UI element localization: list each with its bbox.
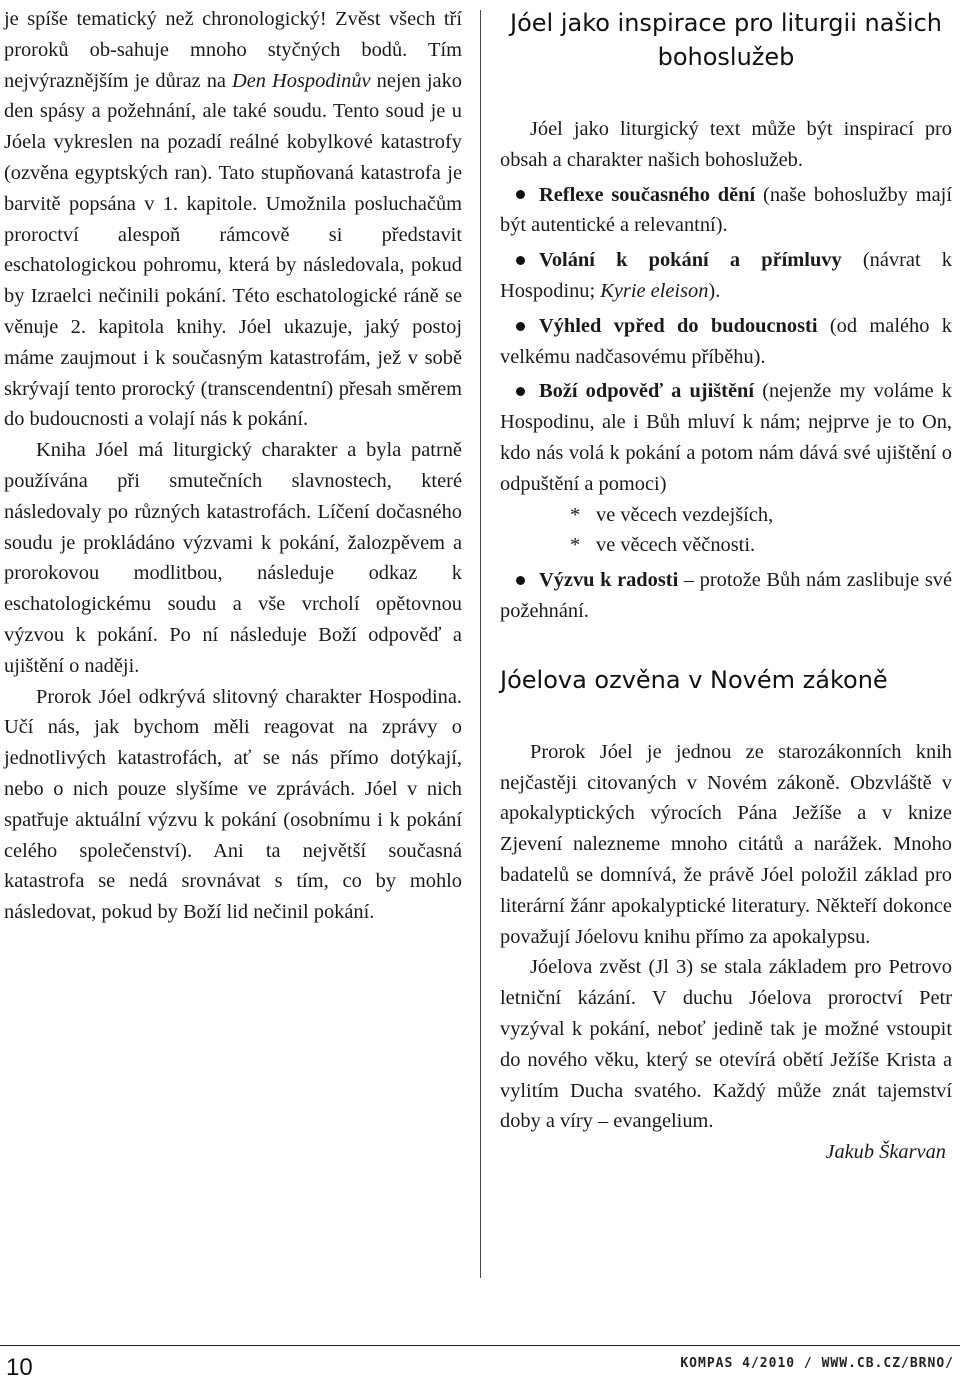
page-number: 10 xyxy=(6,1354,33,1381)
sub-item-text: ve věcech věčnosti. xyxy=(596,534,756,557)
star-icon: * xyxy=(570,534,581,557)
star-icon: * xyxy=(570,503,581,526)
bullet-bold: Výhled vpřed do budoucnosti xyxy=(539,314,818,337)
bullet-item xyxy=(500,376,952,499)
bullet-text: (od malého k velkému nadčasovému příběhu). xyxy=(500,314,952,368)
left-column xyxy=(4,4,462,928)
sub-item-text: ve věcech vezdejších, xyxy=(596,503,774,526)
bullet-item xyxy=(500,245,952,307)
bullet-text: (nejenže my voláme k Hospodinu, ale i Bůh mluví k nám; nejprve je to On, kdo nás volá k pokání a potom nám dává své ujištění o odpuštění a pomoci) xyxy=(500,380,952,495)
bullet-icon xyxy=(516,576,525,585)
bullet-item xyxy=(500,311,952,373)
right-column xyxy=(500,4,952,1168)
bullet-bold: Volání k pokání a přímluvy xyxy=(539,249,842,272)
nz-paragraph-1: Prorok Jóel je jednou ze starozákonních knih nejčastěji citovaných v Novém zákoně. Obzvláště v apokalyptických výrocích Pána Ježíše a v knize Zjevení nalezneme mnoho citátů a narážek. Mnoho badatelů se domnívá, že právě Jóel položil základ pro literární žánr apokalyptické literatury. Někteří dokonce považují Jóelovu knihu přímo za apokalypsu. xyxy=(500,740,952,948)
paragraph-1-italic: Den Hospodinův xyxy=(232,69,371,92)
bullet-text: (návrat k Hospodinu; xyxy=(500,249,952,302)
bullet-icon xyxy=(516,190,525,199)
bullet-text: (naše bohoslužby mají být autentické a relevantní). xyxy=(500,183,952,237)
paragraph-1-rest: nejen jako den spásy a požehnání, ale také soudu. Tento soud je u Jóela vykreslen na pozadí reálné kobylkové katastrofy (ozvěna egyptských ran). Tato stupňovaná katastrofa je barvitě popsána v 1. kapitole. Umožnila posluchačům proroctví alespoň rámcově si představit eschatologickou pohromu, která by následovala, pokud by Izraelci nečinili pokání. Této eschatologické ráně se věnuje 2. kapitola knihy. Jóel ukazuje, jaký postoj máme zaujmout i k současným katastrofám, jež v sobě skrývají tento prorocký (transcendentní) přesah směrem do budoucnosti a volají nás k pokání. xyxy=(4,69,462,431)
paragraph-1-start: je spíše tematický než chronologický! Zvěst všech tří proroků ob-sahuje mnoho styčných bodů. Tím nejvýraznějším je důraz na xyxy=(4,8,462,92)
bullet-tail: ). xyxy=(708,279,721,302)
bullet-icon xyxy=(516,256,525,265)
section-heading-nz: Jóelova ozvěna v Novém zákoně xyxy=(500,665,888,694)
publication-footer: KOMPAS 4/2010 / WWW.CB.CZ/BRNO/ xyxy=(680,1356,954,1371)
bullet-text: – protože Bůh nám zaslibuje své požehnání. xyxy=(500,569,952,622)
column-divider xyxy=(480,10,481,1278)
paragraph-1 xyxy=(4,4,462,435)
paragraph-2: Kniha Jóel má liturgický charakter a byla patrně používána při smutečních slavnostech, které následovaly po různých katastrofách. Líčení dočasného soudu je prokládáno výzvami k pokání, žalozpěvem a prorokovou modlitbou, následuje odkaz k eschatologickému soudu a vše vrcholí opětovnou výzvou k pokání. Po ní následuje Boží odpověď a ujištění o naději. xyxy=(4,439,462,677)
bullet-italic: Kyrie eleison xyxy=(600,279,709,302)
author-signature: Jakub Škarvan xyxy=(825,1141,946,1164)
paragraph-3: Prorok Jóel odkrývá slitovný charakter Hospodina. Učí nás, jak bychom měli reagovat na zprávy o jednotlivých katastrofách, ať se nás přímo dotýkají, nebo o nich pouze slyšíme ve zprávách. Jóel v nich spatřuje aktuální výzvu k pokání (osobnímu i k pokání celého společenství). Ani ta největší současná katastrofa se nedá srovnávat s tím, co by mohlo následovat, pokud by Boží lid nečinil pokání. xyxy=(4,685,462,924)
footer-divider xyxy=(0,1345,960,1346)
bullet-bold: Výzvu k radosti xyxy=(539,569,679,592)
bullet-icon xyxy=(516,322,525,331)
bullet-item xyxy=(500,565,952,627)
nz-paragraph-2: Jóelova zvěst (Jl 3) se stala základem pro Petrovo letniční kázání. V duchu Jóelova proroctví Petr vyzýval k pokání, neboť jedině tak je možné vstoupit do nového věku, který se otevírá obětí Ježíše Krista a vylitím Ducha svatého. Každý může znát tajemství doby a víry – evangelium. xyxy=(500,956,952,1133)
section-heading-liturgy: Jóel jako inspirace pro liturgii našich bohoslužeb xyxy=(510,9,942,71)
bullet-item xyxy=(500,180,952,242)
sub-item xyxy=(500,500,952,531)
sub-item xyxy=(500,530,952,561)
liturgy-intro: Jóel jako liturgický text může být inspirací pro obsah a charakter našich bohoslužeb. xyxy=(500,118,952,171)
bullet-bold: Boží odpověď a ujištění xyxy=(539,380,755,403)
bullet-bold: Reflexe současného dění xyxy=(539,183,756,206)
bullet-icon xyxy=(516,387,525,396)
